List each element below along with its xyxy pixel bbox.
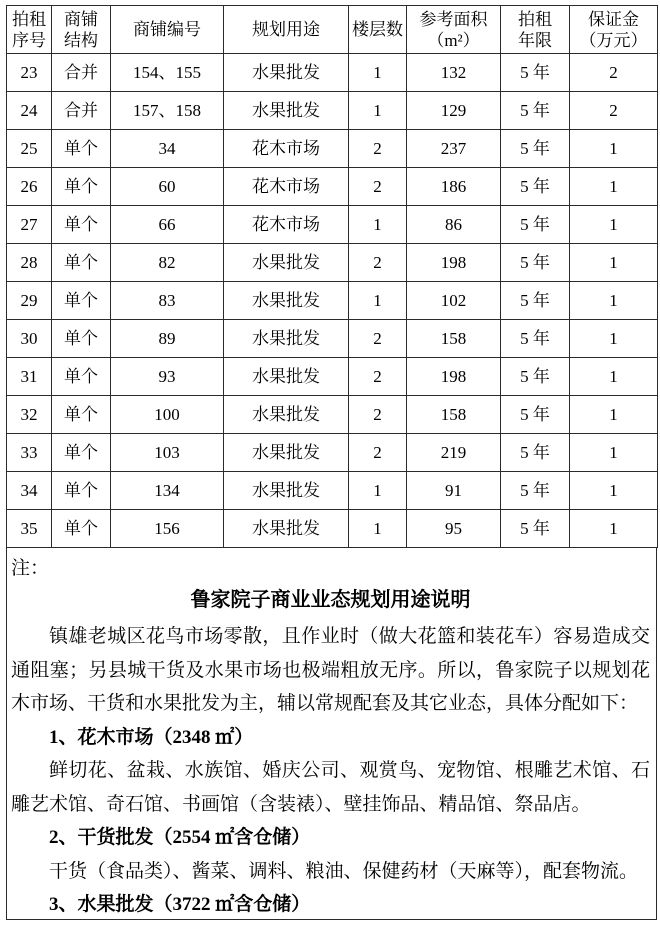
table-cell-deposit: 1 xyxy=(570,244,658,282)
column-header-lease-term: 拍租 年限 xyxy=(501,6,570,54)
table-cell-auction-seq: 32 xyxy=(7,396,52,434)
table-cell-ref-area: 132 xyxy=(407,54,501,92)
table-cell-floor-count: 1 xyxy=(349,472,407,510)
table-cell-ref-area: 198 xyxy=(407,358,501,396)
table-cell-shop-number: 66 xyxy=(111,206,224,244)
table-cell-auction-seq: 30 xyxy=(7,320,52,358)
table-cell-shop-number: 34 xyxy=(111,130,224,168)
table-row xyxy=(7,320,658,358)
table-cell-shop-structure: 单个 xyxy=(52,244,111,282)
table-cell-planned-use: 水果批发 xyxy=(224,320,349,358)
table-cell-deposit: 1 xyxy=(570,130,658,168)
table-cell-shop-number: 103 xyxy=(111,434,224,472)
table-cell-floor-count: 1 xyxy=(349,206,407,244)
column-header-shop-structure: 商铺 结构 xyxy=(52,6,111,54)
table-row xyxy=(7,282,658,320)
table-cell-shop-number: 157、158 xyxy=(111,92,224,130)
table-cell-ref-area: 158 xyxy=(407,320,501,358)
note-paragraph: 镇雄老城区花鸟市场零散，且作业时（做大花篮和装花车）容易造成交通阻塞；另县城干货及水果市场也极端粗放无序。所以，鲁家院子以规划花木市场、干货和水果批发为主，辅以常规配套及其它业态，具体分配如下： xyxy=(11,626,650,714)
table-row-header xyxy=(7,6,658,54)
table-cell-floor-count: 2 xyxy=(349,434,407,472)
table-cell-planned-use: 水果批发 xyxy=(224,396,349,434)
table-cell-auction-seq: 24 xyxy=(7,92,52,130)
note-label: 注： xyxy=(11,558,50,579)
table-cell-deposit: 1 xyxy=(570,434,658,472)
table-cell-shop-structure: 单个 xyxy=(52,434,111,472)
table-cell-floor-count: 1 xyxy=(349,54,407,92)
table-cell-planned-use: 水果批发 xyxy=(224,358,349,396)
table-cell-shop-number: 60 xyxy=(111,168,224,206)
table-cell-lease-term: 5 年 xyxy=(501,434,570,472)
table-cell-planned-use: 水果批发 xyxy=(224,282,349,320)
table-row xyxy=(7,396,658,434)
table-cell-auction-seq: 26 xyxy=(7,168,52,206)
table-cell-auction-seq: 33 xyxy=(7,434,52,472)
table-cell-auction-seq: 34 xyxy=(7,472,52,510)
column-header-deposit: 保证金 （万元） xyxy=(570,6,658,54)
table-cell-floor-count: 1 xyxy=(349,282,407,320)
note-title: 鲁家院子商业业态规划用途说明 xyxy=(190,589,471,611)
table-cell-shop-structure: 合并 xyxy=(52,54,111,92)
table-cell-ref-area: 129 xyxy=(407,92,501,130)
table-cell-shop-structure: 单个 xyxy=(52,130,111,168)
table-cell-planned-use: 水果批发 xyxy=(224,54,349,92)
column-header-auction-seq: 拍租 序号 xyxy=(7,6,52,54)
table-row xyxy=(7,358,658,396)
table-cell-auction-seq: 28 xyxy=(7,244,52,282)
table-cell-shop-number: 93 xyxy=(111,358,224,396)
table-cell-planned-use: 水果批发 xyxy=(224,472,349,510)
table-cell-planned-use: 水果批发 xyxy=(224,510,349,548)
table-cell-deposit: 1 xyxy=(570,206,658,244)
note-body xyxy=(11,620,650,920)
table-cell-deposit: 2 xyxy=(570,92,658,130)
table-cell-shop-structure: 单个 xyxy=(52,206,111,244)
table-cell-ref-area: 237 xyxy=(407,130,501,168)
table-cell-ref-area: 102 xyxy=(407,282,501,320)
table-cell-lease-term: 5 年 xyxy=(501,244,570,282)
table-cell-lease-term: 5 年 xyxy=(501,130,570,168)
table-cell-floor-count: 1 xyxy=(349,510,407,548)
table-cell-floor-count: 1 xyxy=(349,92,407,130)
table-cell-lease-term: 5 年 xyxy=(501,472,570,510)
table-cell-auction-seq: 27 xyxy=(7,206,52,244)
table-cell-shop-structure: 单个 xyxy=(52,510,111,548)
note-section xyxy=(6,548,657,920)
table-cell-floor-count: 2 xyxy=(349,358,407,396)
table-cell-floor-count: 2 xyxy=(349,130,407,168)
table-cell-lease-term: 5 年 xyxy=(501,54,570,92)
table-cell-deposit: 1 xyxy=(570,168,658,206)
table-cell-ref-area: 198 xyxy=(407,244,501,282)
table-cell-auction-seq: 29 xyxy=(7,282,52,320)
table-cell-shop-number: 134 xyxy=(111,472,224,510)
table-cell-lease-term: 5 年 xyxy=(501,510,570,548)
table-cell-auction-seq: 31 xyxy=(7,358,52,396)
note-paragraph: 干货（食品类）、酱菜、调料、粮油、保健药材（天麻等），配套物流。 xyxy=(49,860,639,882)
table-cell-ref-area: 219 xyxy=(407,434,501,472)
note-heading: 1、花木市场（2348 ㎡） xyxy=(49,726,254,748)
table-row xyxy=(7,206,658,244)
table-cell-shop-structure: 单个 xyxy=(52,358,111,396)
table-row xyxy=(7,92,658,130)
table-cell-shop-structure: 单个 xyxy=(52,320,111,358)
table-cell-floor-count: 2 xyxy=(349,168,407,206)
column-header-planned-use: 规划用途 xyxy=(224,6,349,54)
table-cell-auction-seq: 25 xyxy=(7,130,52,168)
table-cell-ref-area: 95 xyxy=(407,510,501,548)
table-row xyxy=(7,130,658,168)
table-cell-shop-number: 154、155 xyxy=(111,54,224,92)
column-header-ref-area: 参考面积 （m²） xyxy=(407,6,501,54)
table-body xyxy=(7,54,658,548)
table-cell-deposit: 1 xyxy=(570,358,658,396)
table-cell-planned-use: 花木市场 xyxy=(224,168,349,206)
column-header-floor-count: 楼层数 xyxy=(349,6,407,54)
table-cell-lease-term: 5 年 xyxy=(501,282,570,320)
table-cell-ref-area: 91 xyxy=(407,472,501,510)
table-cell-floor-count: 2 xyxy=(349,320,407,358)
table-cell-lease-term: 5 年 xyxy=(501,358,570,396)
table-cell-ref-area: 158 xyxy=(407,396,501,434)
table-cell-auction-seq: 35 xyxy=(7,510,52,548)
table-cell-shop-number: 89 xyxy=(111,320,224,358)
table-cell-shop-number: 156 xyxy=(111,510,224,548)
table-cell-deposit: 1 xyxy=(570,320,658,358)
table-cell-floor-count: 2 xyxy=(349,396,407,434)
table-cell-planned-use: 水果批发 xyxy=(224,434,349,472)
note-paragraph: 鲜切花、盆栽、水族馆、婚庆公司、观赏鸟、宠物馆、根雕艺术馆、石雕艺术馆、奇石馆、书画馆（含装裱）、壁挂饰品、精品馆、祭品店。 xyxy=(11,760,650,815)
table-row xyxy=(7,244,658,282)
table-cell-auction-seq: 23 xyxy=(7,54,52,92)
table-row xyxy=(7,168,658,206)
table-header-row xyxy=(7,6,658,54)
table-cell-deposit: 1 xyxy=(570,396,658,434)
table-cell-deposit: 1 xyxy=(570,282,658,320)
table-cell-planned-use: 水果批发 xyxy=(224,244,349,282)
table-cell-planned-use: 水果批发 xyxy=(224,92,349,130)
table-cell-shop-structure: 合并 xyxy=(52,92,111,130)
table-row xyxy=(7,510,658,548)
table-row xyxy=(7,434,658,472)
table-cell-lease-term: 5 年 xyxy=(501,206,570,244)
note-heading: 3、水果批发（3722 ㎡含仓储） xyxy=(49,894,311,915)
table-cell-floor-count: 2 xyxy=(349,244,407,282)
table-cell-lease-term: 5 年 xyxy=(501,168,570,206)
table-cell-deposit: 1 xyxy=(570,472,658,510)
table-cell-lease-term: 5 年 xyxy=(501,320,570,358)
shops-table xyxy=(6,5,658,548)
table-row xyxy=(7,472,658,510)
table-cell-deposit: 2 xyxy=(570,54,658,92)
table-cell-shop-structure: 单个 xyxy=(52,282,111,320)
column-header-shop-number: 商铺编号 xyxy=(111,6,224,54)
table-cell-shop-number: 100 xyxy=(111,396,224,434)
table-cell-lease-term: 5 年 xyxy=(501,92,570,130)
table-row xyxy=(7,54,658,92)
table-cell-planned-use: 花木市场 xyxy=(224,206,349,244)
table-cell-deposit: 1 xyxy=(570,510,658,548)
table-cell-shop-number: 82 xyxy=(111,244,224,282)
table-cell-ref-area: 86 xyxy=(407,206,501,244)
table-cell-shop-structure: 单个 xyxy=(52,396,111,434)
table-cell-ref-area: 186 xyxy=(407,168,501,206)
document-frame xyxy=(6,5,657,926)
table-cell-shop-number: 83 xyxy=(111,282,224,320)
table-cell-shop-structure: 单个 xyxy=(52,472,111,510)
note-heading: 2、干货批发（2554 ㎡含仓储） xyxy=(49,827,311,848)
table-cell-planned-use: 花木市场 xyxy=(224,130,349,168)
table-cell-shop-structure: 单个 xyxy=(52,168,111,206)
table-cell-lease-term: 5 年 xyxy=(501,396,570,434)
